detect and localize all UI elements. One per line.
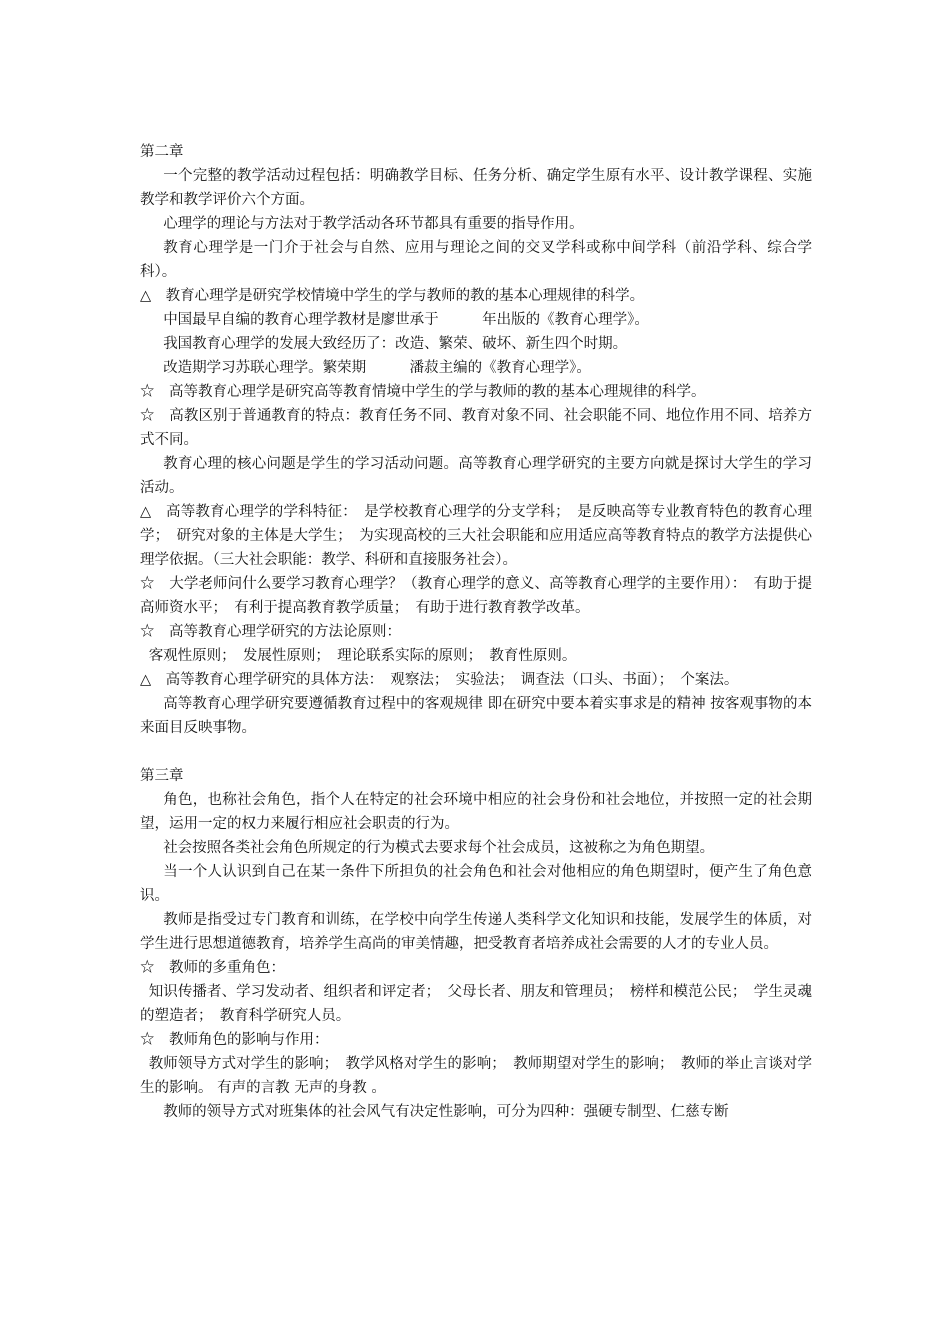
document-body <box>140 140 812 1124</box>
paragraph-marked: ☆ 高等教育心理学是研究高等教育情境中学生的学与教师的教的基本心理规律的科学。 <box>140 384 706 400</box>
paragraph-marked: △ 高等教育心理学的学科特征： 是学校教育心理学的分支学科； 是反映高等专业教育特色的教育心理学； 研究对象的主体是大学生； 为实现高校的三大社会职能和应用适应高等教育特点的教学方法提供心理学依据。（三大社会职能：教学、科研和直接服务社会）。 <box>140 504 812 568</box>
paragraph: 改造期学习苏联心理学。繁荣期 潘菽主编的《教育心理学》。 <box>163 360 591 376</box>
paragraph: 心理学的理论与方法对于教学活动各环节都具有重要的指导作用。 <box>163 216 584 232</box>
paragraph-marked: △ 教育心理学是研究学校情境中学生的学与教师的教的基本心理规律的科学。 <box>140 288 645 304</box>
paragraph-marked: ☆ 高教区别于普通教育的特点：教育任务不同、教育对象不同、社会职能不同、地位作用不同、培养方式不同。 <box>140 408 812 448</box>
paragraph: 教育心理学是一门介于社会与自然、应用与理论之间的交叉学科或称中间学科（前沿学科、综合学科）。 <box>140 240 812 280</box>
paragraph: 客观性原则； 发展性原则； 理论联系实际的原则； 教育性原则。 <box>148 648 577 664</box>
paragraph: 角色，也称社会角色，指个人在特定的社会环境中相应的社会身份和社会地位，并按照一定的社会期望，运用一定的权力来履行相应社会职责的行为。 <box>140 792 812 832</box>
paragraph-marked: △ 高等教育心理学研究的具体方法： 观察法； 实验法； 调查法（口头、书面）； 个案法。 <box>140 672 739 688</box>
paragraph-marked: ☆ 大学老师问什么要学习教育心理学？（教育心理学的意义、高等教育心理学的主要作用）： 有助于提高师资水平； 有利于提高教育教学质量； 有助于进行教育教学改革。 <box>140 576 812 616</box>
paragraph: 教师领导方式对学生的影响； 教学风格对学生的影响； 教师期望对学生的影响； 教师的举止言谈对学生的影响。 有声的言教 无声的身教 。 <box>140 1056 812 1096</box>
paragraph: 高等教育心理学研究要遵循教育过程中的客观规律 即在研究中要本着实事求是的精神 按客观事物的本来面目反映事物。 <box>140 696 812 736</box>
chapter2-heading: 第二章 <box>140 144 184 160</box>
paragraph-marked: ☆ 教师角色的影响与作用： <box>140 1032 329 1048</box>
paragraph-marked: ☆ 高等教育心理学研究的方法论原则： <box>140 624 401 640</box>
paragraph: 社会按照各类社会角色所规定的行为模式去要求每个社会成员，这被称之为角色期望。 <box>163 840 715 856</box>
paragraph: 我国教育心理学的发展大致经历了：改造、繁荣、破坏、新生四个时期。 <box>163 336 628 352</box>
paragraph: 教师是指受过专门教育和训练，在学校中向学生传递人类科学文化知识和技能，发展学生的体质，对学生进行思想道德教育，培养学生高尚的审美情趣，把受教育者培养成社会需要的人才的专业人员。 <box>140 912 812 952</box>
chapter3-heading: 第三章 <box>140 768 184 784</box>
paragraph: 一个完整的教学活动过程包括：明确教学目标、任务分析、确定学生原有水平、设计教学课程、实施教学和教学评价六个方面。 <box>140 168 812 208</box>
section-gap <box>140 740 812 764</box>
paragraph: 教育心理的核心问题是学生的学习活动问题。高等教育心理学研究的主要方向就是探讨大学生的学习活动。 <box>140 456 812 496</box>
paragraph: 教师的领导方式对班集体的社会风气有决定性影响，可分为四种：强硬专制型、仁慈专断 <box>163 1104 729 1120</box>
paragraph: 知识传播者、学习发动者、组织者和评定者； 父母长者、朋友和管理员； 榜样和模范公民； 学生灵魂的塑造者； 教育科学研究人员。 <box>140 984 812 1024</box>
paragraph-marked: ☆ 教师的多重角色： <box>140 960 285 976</box>
paragraph: 当一个人认识到自己在某一条件下所担负的社会角色和社会对他相应的角色期望时，便产生了角色意识。 <box>140 864 812 904</box>
paragraph: 中国最早自编的教育心理学教材是廖世承于 年出版的《教育心理学》。 <box>163 312 649 328</box>
